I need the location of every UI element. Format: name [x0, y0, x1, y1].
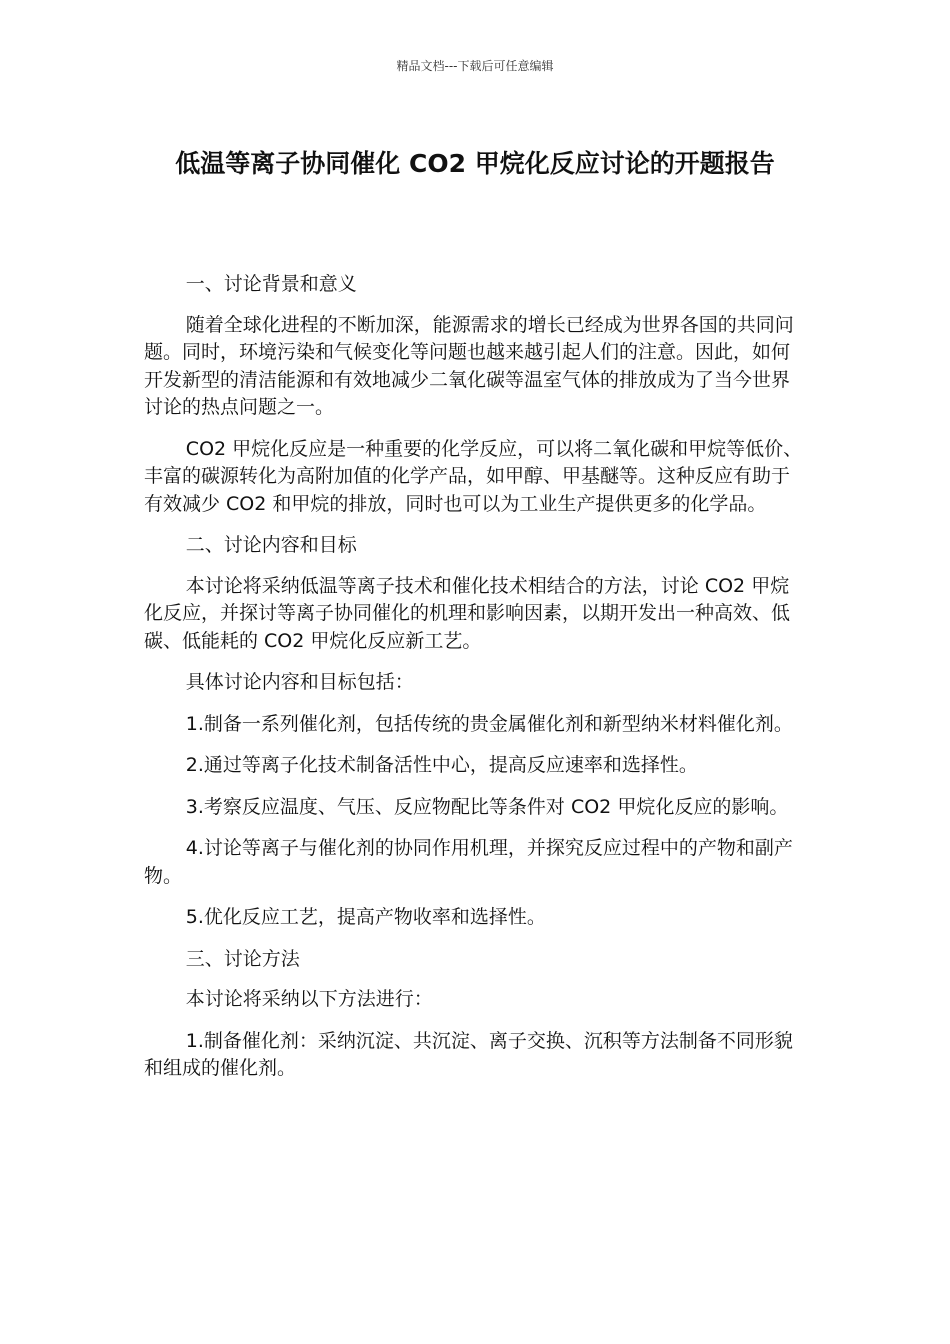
paragraph-approach: 本讨论将采纳低温等离子技术和催化技术相结合的方法，讨论 CO2 甲烷化反应，并探讨等离子协同催化的机理和影响因素，以期开发出一种高效、低碳、低能耗的 CO2 甲烷化反应新工艺。	[144, 574, 791, 652]
paragraph-background: 随着全球化进程的不断加深，能源需求的增长已经成为世界各国的共同问题。同时，环境污染和气候变化等问题也越来越引起人们的注意。因此，如何开发新型的清洁能源和有效地减少二氧化碳等温室气体的排放成为了当今世界讨论的热点问题之一。	[144, 313, 794, 418]
section-heading-methods: 三、讨论方法	[185, 947, 300, 970]
list-item-objective-2: 2.通过等离子化技术制备活性中心，提高反应速率和选择性。	[185, 754, 698, 776]
page-header: 精品文档---下载后可任意编辑	[396, 59, 554, 73]
list-item-objective-1: 1.制备一系列催化剂，包括传统的贵金属催化剂和新型纳米材料催化剂。	[185, 712, 793, 735]
document-body	[144, 271, 808, 1097]
list-item-method-1: 1.制备催化剂：采纳沉淀、共沉淀、离子交换、沉积等方法制备不同形貌和组成的催化剂。	[144, 1029, 793, 1079]
paragraph-objectives-intro: 具体讨论内容和目标包括：	[185, 671, 414, 693]
list-item-objective-3: 3.考察反应温度、气压、反应物配比等条件对 CO2 甲烷化反应的影响。	[185, 795, 789, 818]
list-item-objective-5: 5.优化反应工艺，提高产物收率和选择性。	[185, 906, 546, 928]
section-heading-content: 二、讨论内容和目标	[185, 534, 357, 556]
section-heading-background: 一、讨论背景和意义	[185, 273, 357, 295]
list-item-objective-4: 4.讨论等离子与催化剂的协同作用机理，并探究反应过程中的产物和副产物。	[144, 837, 793, 887]
paragraph-methods-intro: 本讨论将采纳以下方法进行：	[185, 988, 433, 1010]
document-title: 低温等离子协同催化 CO2 甲烷化反应讨论的开题报告	[175, 149, 775, 178]
paragraph-co2-reaction: CO2 甲烷化反应是一种重要的化学反应，可以将二氧化碳和甲烷等低价、丰富的碳源转化为高附加值的化学产品，如甲醇、甲基醚等。这种反应有助于有效减少 CO2 和甲烷的排放，同时也可以为工业生产提供更多的化学品。	[144, 437, 803, 515]
